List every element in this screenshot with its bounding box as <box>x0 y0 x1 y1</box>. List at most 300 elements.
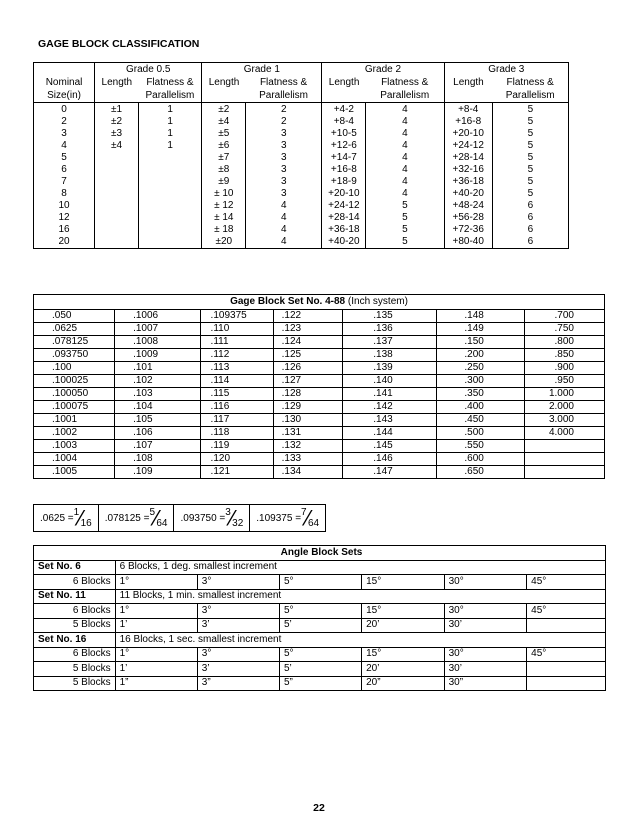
nominal-size-cell: 16 <box>58 224 70 235</box>
gage-size-cell <box>524 440 604 453</box>
angle-block-row <box>34 618 606 633</box>
length-header: Length <box>322 76 366 89</box>
grade-header-row <box>34 63 569 77</box>
fraction-decimal: .093750 = <box>180 512 226 524</box>
classification-cell <box>95 224 139 236</box>
fraction-decimal: .109375 = <box>256 512 302 524</box>
classification-cell: ±20 <box>202 236 246 249</box>
angle-value-cell: 20’ <box>362 662 445 677</box>
classification-cell: 4 <box>366 188 444 200</box>
gage-size-cell: .149 <box>437 323 524 336</box>
nominal-size-cell: 12 <box>58 212 70 223</box>
classification-cell: 4 <box>366 152 444 164</box>
classification-cell: 5 <box>366 224 444 236</box>
classification-cell: ±4 <box>95 140 139 152</box>
gage-size-cell: .118 <box>200 427 273 440</box>
angle-value-cell: 3° <box>197 575 279 590</box>
angle-value-cell: 3° <box>197 604 279 619</box>
gage-size-cell: .138 <box>343 349 437 362</box>
gage-size-cell: .950 <box>524 375 604 388</box>
fraction-equivalents <box>33 504 326 532</box>
classification-cell: 6 <box>492 224 568 236</box>
gage-size-cell: .250 <box>437 362 524 375</box>
fraction-cell <box>174 505 250 531</box>
length-header: Length <box>202 76 246 89</box>
block-count-cell: 6 Blocks <box>34 604 116 619</box>
gage-size-cell: .148 <box>437 310 524 323</box>
subheader-row <box>34 89 569 103</box>
fraction-numerator: 5 <box>149 506 156 518</box>
classification-cell: 5 <box>492 164 568 176</box>
gage-size-cell: .115 <box>200 388 273 401</box>
angle-value-cell <box>527 676 606 691</box>
nominal-size-cell: 5 <box>61 152 67 163</box>
gage-size-cell: 3.000 <box>524 414 604 427</box>
classification-cell: +12-6 <box>322 140 366 152</box>
fraction-slash-icon: ⁄ <box>305 506 309 530</box>
gage-size-cell: .106 <box>115 427 200 440</box>
gage-size-cell: .139 <box>343 362 437 375</box>
classification-cell: +20-10 <box>444 128 492 140</box>
classification-cell: 5 <box>366 212 444 224</box>
classification-cell: 5 <box>492 140 568 152</box>
classification-cell <box>95 200 139 212</box>
classification-row <box>34 152 569 164</box>
classification-cell <box>139 188 202 200</box>
grade-heading: Grade 1 <box>202 63 322 77</box>
fraction-denominator: 64 <box>307 517 320 529</box>
fraction-numerator: 3 <box>225 506 231 518</box>
nominal-size-cell: 8 <box>61 188 67 199</box>
classification-cell: ±7 <box>202 152 246 164</box>
classification-cell <box>139 152 202 164</box>
classification-cell: 5 <box>492 188 568 200</box>
gage-size-cell: .1003 <box>34 440 115 453</box>
gage-size-cell: .122 <box>273 310 343 323</box>
classification-cell: 5 <box>492 116 568 128</box>
gage-size-cell: .130 <box>273 414 343 427</box>
classification-cell: +56-28 <box>444 212 492 224</box>
fraction-denominator: 32 <box>232 517 244 529</box>
classification-cell <box>95 176 139 188</box>
fraction-numerator: 1 <box>73 506 80 518</box>
classification-cell: +28-14 <box>322 212 366 224</box>
gage-size-cell: .127 <box>273 375 343 388</box>
gage-size-cell: .400 <box>437 401 524 414</box>
gage-set-row <box>34 310 605 323</box>
classification-cell: 1 <box>139 128 202 140</box>
classification-cell: +24-12 <box>444 140 492 152</box>
gage-size-cell: .136 <box>343 323 437 336</box>
classification-cell: +18-9 <box>322 176 366 188</box>
fraction-slash-icon: ⁄ <box>229 506 234 530</box>
classification-cell: ±1 <box>95 103 139 117</box>
classification-row <box>34 200 569 212</box>
angle-sets-title: Angle Block Sets <box>34 546 606 561</box>
fraction-cell <box>99 505 175 531</box>
classification-cell: +32-16 <box>444 164 492 176</box>
gage-size-cell: .134 <box>273 466 343 479</box>
gage-size-cell: .093750 <box>34 349 115 362</box>
classification-cell: +4-2 <box>322 103 366 117</box>
angle-value-cell: 5° <box>279 575 361 590</box>
gage-size-cell: .107 <box>115 440 200 453</box>
gage-size-cell: .100025 <box>34 375 115 388</box>
gage-size-cell: .103 <box>115 388 200 401</box>
classification-cell: 5 <box>492 176 568 188</box>
page-number: 22 <box>313 802 325 814</box>
gage-size-cell: .600 <box>437 453 524 466</box>
gage-size-cell: .123 <box>273 323 343 336</box>
fraction-decimal: .0625 = <box>40 512 74 524</box>
block-count-cell: 6 Blocks <box>34 647 116 662</box>
length-spacer <box>202 89 246 103</box>
gage-size-cell: .140 <box>343 375 437 388</box>
classification-cell: +16-8 <box>322 164 366 176</box>
classification-cell <box>95 164 139 176</box>
gage-size-cell: .112 <box>200 349 273 362</box>
classification-cell: 5 <box>492 128 568 140</box>
classification-cell: ± 18 <box>202 224 246 236</box>
classification-cell: 5 <box>492 103 568 117</box>
angle-value-cell <box>527 662 606 677</box>
classification-row <box>34 224 569 236</box>
angle-block-row <box>34 604 606 619</box>
gage-size-cell: .117 <box>200 414 273 427</box>
classification-cell: ± 12 <box>202 200 246 212</box>
classification-cell: 4 <box>366 103 444 117</box>
angle-value-cell: 5’ <box>279 662 361 677</box>
classification-cell: +36-18 <box>444 176 492 188</box>
fraction-decimal: .078125 = <box>104 512 150 524</box>
classification-cell: ±2 <box>95 116 139 128</box>
gage-size-cell: .114 <box>200 375 273 388</box>
nominal-size-header: Size(in) <box>47 89 81 101</box>
angle-block-row <box>34 575 606 590</box>
gage-size-cell: .129 <box>273 401 343 414</box>
classification-row <box>34 116 569 128</box>
classification-cell: 2 <box>246 116 322 128</box>
grade-heading: Grade 2 <box>322 63 444 77</box>
classification-cell: ±2 <box>202 103 246 117</box>
angle-value-cell: 1’ <box>115 618 197 633</box>
gage-size-cell: .1006 <box>115 310 200 323</box>
block-count-cell: 5 Blocks <box>34 618 116 633</box>
classification-cell: +24-12 <box>322 200 366 212</box>
classification-cell <box>139 176 202 188</box>
gage-set-row <box>34 323 605 336</box>
fraction-denominator: 64 <box>156 517 168 529</box>
gage-set-title <box>34 295 605 310</box>
gage-size-cell: .131 <box>273 427 343 440</box>
gage-size-cell: .111 <box>200 336 273 349</box>
classification-cell: ±8 <box>202 164 246 176</box>
angle-value-cell: 3” <box>197 676 279 691</box>
classification-cell: +14-7 <box>322 152 366 164</box>
parallelism-header: Parallelism <box>145 89 195 101</box>
angle-value-cell: 1’ <box>115 662 197 677</box>
gage-size-cell: .120 <box>200 453 273 466</box>
gage-size-cell <box>524 466 604 479</box>
classification-cell: ±4 <box>202 116 246 128</box>
gage-set-row <box>34 362 605 375</box>
gage-size-cell: 2.000 <box>524 401 604 414</box>
gage-size-cell: .142 <box>343 401 437 414</box>
angle-set-description: 11 Blocks, 1 min. smallest increment <box>115 589 605 604</box>
classification-cell: 6 <box>492 236 568 249</box>
gage-size-cell: .132 <box>273 440 343 453</box>
angle-set-description: 16 Blocks, 1 sec. smallest increment <box>115 633 605 648</box>
angle-value-cell: 3° <box>197 647 279 662</box>
nominal-size-cell: 20 <box>58 236 70 247</box>
angle-value-cell: 15° <box>362 604 445 619</box>
gage-size-cell: .200 <box>437 349 524 362</box>
fraction-numerator: 7 <box>301 506 307 518</box>
angle-value-cell: 15° <box>362 647 445 662</box>
classification-row <box>34 176 569 188</box>
gage-size-cell: .145 <box>343 440 437 453</box>
gage-size-cell: .126 <box>273 362 343 375</box>
classification-cell: 3 <box>246 152 322 164</box>
classification-cell: ±6 <box>202 140 246 152</box>
grade-heading: Grade 0.5 <box>95 63 202 77</box>
classification-cell <box>139 236 202 249</box>
classification-cell: 5 <box>366 200 444 212</box>
classification-cell: 4 <box>366 116 444 128</box>
gage-size-cell: .1004 <box>34 453 115 466</box>
angle-value-cell: 30° <box>444 647 527 662</box>
gage-size-cell: .113 <box>200 362 273 375</box>
classification-cell <box>139 164 202 176</box>
classification-cell: 3 <box>246 128 322 140</box>
classification-cell: 3 <box>246 140 322 152</box>
classification-cell: +8-4 <box>322 116 366 128</box>
gage-size-cell: .141 <box>343 388 437 401</box>
parallelism-header: Parallelism <box>380 89 430 101</box>
angle-sets-title-row <box>34 546 606 561</box>
classification-cell <box>95 152 139 164</box>
gage-size-cell: .800 <box>524 336 604 349</box>
angle-value-cell: 3’ <box>197 662 279 677</box>
angle-value-cell: 5” <box>279 676 361 691</box>
gage-size-cell: .100050 <box>34 388 115 401</box>
classification-cell: 4 <box>246 200 322 212</box>
angle-value-cell: 1” <box>115 676 197 691</box>
flatness-header: Flatness & <box>506 76 554 88</box>
angle-value-cell: 3’ <box>197 618 279 633</box>
classification-cell <box>95 236 139 249</box>
gage-size-cell <box>524 453 604 466</box>
angle-value-cell: 45° <box>527 647 606 662</box>
gage-size-cell: .850 <box>524 349 604 362</box>
classification-cell: 4 <box>246 224 322 236</box>
classification-cell: 3 <box>246 164 322 176</box>
grade-heading: Grade 3 <box>444 63 568 77</box>
parallelism-header: Parallelism <box>505 89 555 101</box>
classification-row <box>34 212 569 224</box>
classification-cell <box>95 188 139 200</box>
classification-row <box>34 188 569 200</box>
classification-row <box>34 128 569 140</box>
classification-cell: 4 <box>366 140 444 152</box>
flatness-header: Flatness & <box>381 76 429 88</box>
gage-size-cell: .1008 <box>115 336 200 349</box>
gage-size-cell: .105 <box>115 414 200 427</box>
gage-size-cell: .900 <box>524 362 604 375</box>
angle-value-cell: 20’ <box>362 618 445 633</box>
angle-set-header-row <box>34 633 606 648</box>
gage-size-cell: .143 <box>343 414 437 427</box>
gage-block-classification-table <box>33 62 569 249</box>
gage-size-cell: .1007 <box>115 323 200 336</box>
gage-size-cell: .1002 <box>34 427 115 440</box>
column-header-row <box>34 76 569 89</box>
nominal-size-cell: 6 <box>61 164 67 175</box>
nominal-size-cell: 4 <box>61 140 67 151</box>
length-spacer <box>322 89 366 103</box>
gage-size-cell: .119 <box>200 440 273 453</box>
gage-size-cell: .750 <box>524 323 604 336</box>
classification-cell: 4 <box>366 164 444 176</box>
gage-set-row <box>34 375 605 388</box>
gage-size-cell: .078125 <box>34 336 115 349</box>
classification-cell <box>95 212 139 224</box>
angle-set-header-row <box>34 560 606 575</box>
classification-cell: 1 <box>139 140 202 152</box>
classification-row <box>34 140 569 152</box>
gage-size-cell: .147 <box>343 466 437 479</box>
gage-size-cell: .700 <box>524 310 604 323</box>
gage-set-title-suffix: (Inch system) <box>345 296 408 307</box>
gage-size-cell: .450 <box>437 414 524 427</box>
classification-cell: 4 <box>246 236 322 249</box>
gage-size-cell: .650 <box>437 466 524 479</box>
fraction-cell <box>34 505 99 531</box>
classification-row <box>34 236 569 249</box>
angle-value-cell: 45° <box>527 604 606 619</box>
flatness-header: Flatness & <box>146 76 194 88</box>
gage-set-row <box>34 336 605 349</box>
angle-set-description: 6 Blocks, 1 deg. smallest increment <box>115 560 605 575</box>
block-count-cell: 5 Blocks <box>34 662 116 677</box>
fraction-cell <box>250 505 325 531</box>
angle-value-cell: 30’ <box>444 618 527 633</box>
classification-cell: +10-5 <box>322 128 366 140</box>
classification-cell: +40-20 <box>444 188 492 200</box>
classification-cell: 1 <box>139 116 202 128</box>
classification-cell: 2 <box>246 103 322 117</box>
fraction-slash-icon: ⁄ <box>154 506 158 530</box>
gage-size-cell: .550 <box>437 440 524 453</box>
angle-value-cell: 30° <box>444 604 527 619</box>
gage-size-cell: .110 <box>200 323 273 336</box>
gage-size-cell: .109375 <box>200 310 273 323</box>
gage-size-cell: .150 <box>437 336 524 349</box>
fraction-denominator: 16 <box>80 517 92 529</box>
gage-size-cell: .137 <box>343 336 437 349</box>
angle-value-cell: 45° <box>527 575 606 590</box>
angle-value-cell: 30’ <box>444 662 527 677</box>
gage-size-cell: .108 <box>115 453 200 466</box>
fraction-slash-icon: ⁄ <box>78 506 82 530</box>
angle-block-row <box>34 662 606 677</box>
gage-size-cell: .350 <box>437 388 524 401</box>
gage-size-cell: 1.000 <box>524 388 604 401</box>
gage-size-cell: .100 <box>34 362 115 375</box>
classification-cell: 4 <box>366 128 444 140</box>
classification-cell: 3 <box>246 188 322 200</box>
gage-set-row <box>34 427 605 440</box>
gage-size-cell: .300 <box>437 375 524 388</box>
classification-row <box>34 164 569 176</box>
gage-size-cell: .124 <box>273 336 343 349</box>
parallelism-header: Parallelism <box>259 89 309 101</box>
classification-cell <box>139 224 202 236</box>
gage-size-cell: .102 <box>115 375 200 388</box>
gage-set-title-row <box>34 295 605 310</box>
gage-size-cell: .104 <box>115 401 200 414</box>
classification-cell: 4 <box>366 176 444 188</box>
angle-value-cell: 1° <box>115 604 197 619</box>
classification-cell: +8-4 <box>444 103 492 117</box>
nominal-size-cell: 10 <box>58 200 70 211</box>
gage-size-cell: .1009 <box>115 349 200 362</box>
gage-size-cell: .100075 <box>34 401 115 414</box>
classification-cell: 6 <box>492 212 568 224</box>
flatness-header: Flatness & <box>259 76 308 88</box>
classification-cell: +48-24 <box>444 200 492 212</box>
page-title: GAGE BLOCK CLASSIFICATION <box>38 38 200 50</box>
length-header: Length <box>444 76 492 89</box>
classification-row <box>34 103 569 117</box>
classification-cell: ± 14 <box>202 212 246 224</box>
gage-size-cell: .121 <box>200 466 273 479</box>
nominal-header: Nominal <box>45 76 83 88</box>
gage-size-cell: .125 <box>273 349 343 362</box>
gage-set-row <box>34 349 605 362</box>
gage-size-cell: 4.000 <box>524 427 604 440</box>
gage-set-row <box>34 466 605 479</box>
gage-set-row <box>34 414 605 427</box>
length-spacer <box>444 89 492 103</box>
classification-cell: ± 10 <box>202 188 246 200</box>
classification-cell: 5 <box>366 236 444 249</box>
classification-cell: 3 <box>246 176 322 188</box>
gage-size-cell: .050 <box>34 310 115 323</box>
gage-size-cell: .500 <box>437 427 524 440</box>
gage-size-cell: .109 <box>115 466 200 479</box>
classification-cell: 1 <box>139 103 202 117</box>
gage-set-row <box>34 401 605 414</box>
gage-size-cell: .116 <box>200 401 273 414</box>
angle-value-cell: 15° <box>362 575 445 590</box>
classification-cell <box>139 212 202 224</box>
gage-size-cell: .133 <box>273 453 343 466</box>
gage-size-cell: .135 <box>343 310 437 323</box>
angle-value-cell <box>527 618 606 633</box>
gage-size-cell: .101 <box>115 362 200 375</box>
classification-cell: 5 <box>492 152 568 164</box>
classification-cell: +80-40 <box>444 236 492 249</box>
gage-set-row <box>34 440 605 453</box>
nominal-size-cell: 3 <box>61 128 67 139</box>
gage-size-cell: .144 <box>343 427 437 440</box>
gage-size-cell: .1001 <box>34 414 115 427</box>
angle-set-name: Set No. 6 <box>34 560 116 575</box>
classification-cell: 6 <box>492 200 568 212</box>
classification-cell: +28-14 <box>444 152 492 164</box>
angle-set-name: Set No. 16 <box>34 633 116 648</box>
